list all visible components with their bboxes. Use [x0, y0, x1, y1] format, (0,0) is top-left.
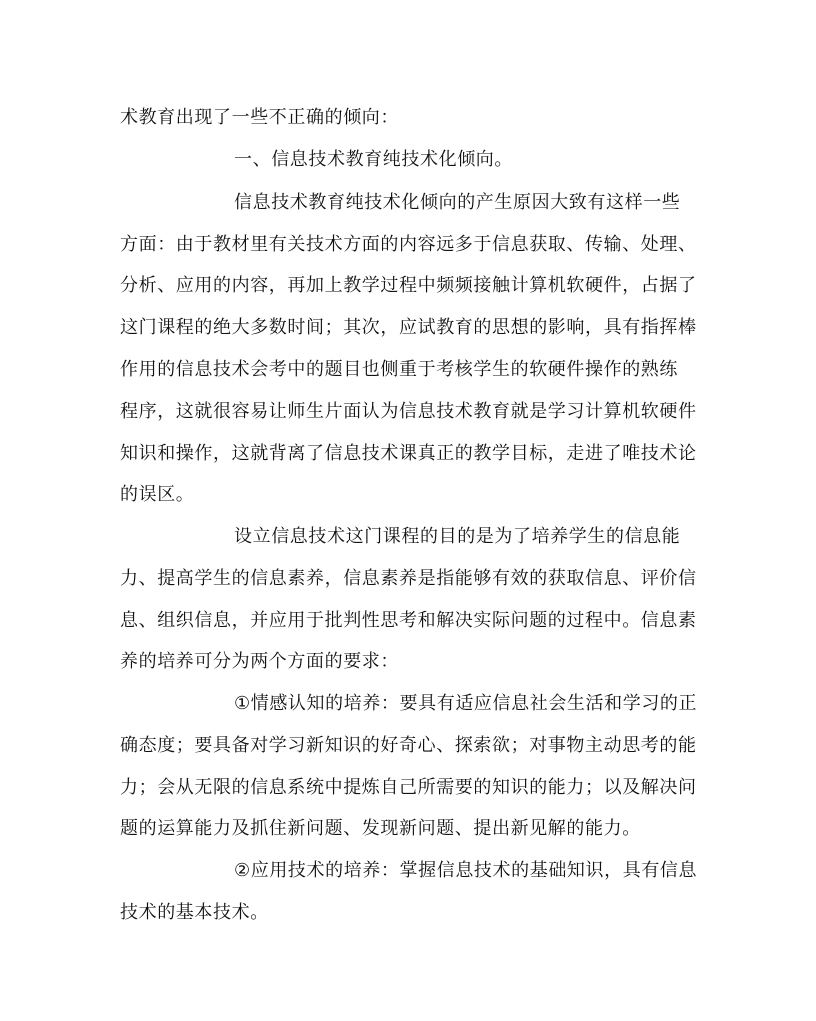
- section-heading: 一、信息技术教育纯技术化倾向。: [234, 149, 513, 170]
- paragraph-line: 信息技术教育纯技术化倾向的产生原因大致有这样一些: [234, 192, 681, 213]
- list-item-line: ②应用技术的培养：掌握信息技术的基础知识，具有信息: [234, 860, 698, 881]
- paragraph-line: 方面：由于教材里有关技术方面的内容远多于信息获取、传输、处理、: [120, 234, 697, 255]
- paragraph-line: 养的培养可分为两个方面的要求：: [120, 651, 399, 672]
- list-item-line: 技术的基本技术。: [120, 902, 269, 923]
- text-line: 术教育出现了一些不正确的倾向：: [120, 107, 399, 128]
- list-item-line: 力；会从无限的信息系统中提炼自己所需要的知识的能力；以及解决问: [120, 777, 697, 798]
- paragraph-line: 知识和操作，这就背离了信息技术课真正的教学目标，走进了唯技术论: [120, 443, 697, 464]
- paragraph-line: 息、组织信息，并应用于批判性思考和解决实际问题的过程中。信息素: [120, 610, 697, 631]
- paragraph-line: 这门课程的绝大多数时间；其次，应试教育的思想的影响，具有指挥棒: [120, 317, 697, 338]
- list-item-line: 确态度；要具备对学习新知识的好奇心、探索欲；对事物主动思考的能: [120, 735, 697, 756]
- paragraph-line: 力、提高学生的信息素养，信息素养是指能够有效的获取信息、评价信: [120, 568, 697, 589]
- paragraph-line: 分析、应用的内容，再加上教学过程中频频接触计算机软硬件，占据了: [120, 275, 697, 296]
- list-item-line: ①情感认知的培养：要具有适应信息社会生活和学习的正: [234, 693, 698, 714]
- paragraph-line: 程序，这就很容易让师生片面认为信息技术教育就是学习计算机软硬件: [120, 401, 697, 422]
- paragraph-line: 作用的信息技术会考中的题目也侧重于考核学生的软硬件操作的熟练: [120, 359, 678, 380]
- paragraph-line: 的误区。: [120, 484, 195, 505]
- list-item-line: 题的运算能力及抓住新问题、发现新问题、提出新见解的能力。: [120, 818, 641, 839]
- paragraph-line: 设立信息技术这门课程的目的是为了培养学生的信息能: [234, 526, 681, 547]
